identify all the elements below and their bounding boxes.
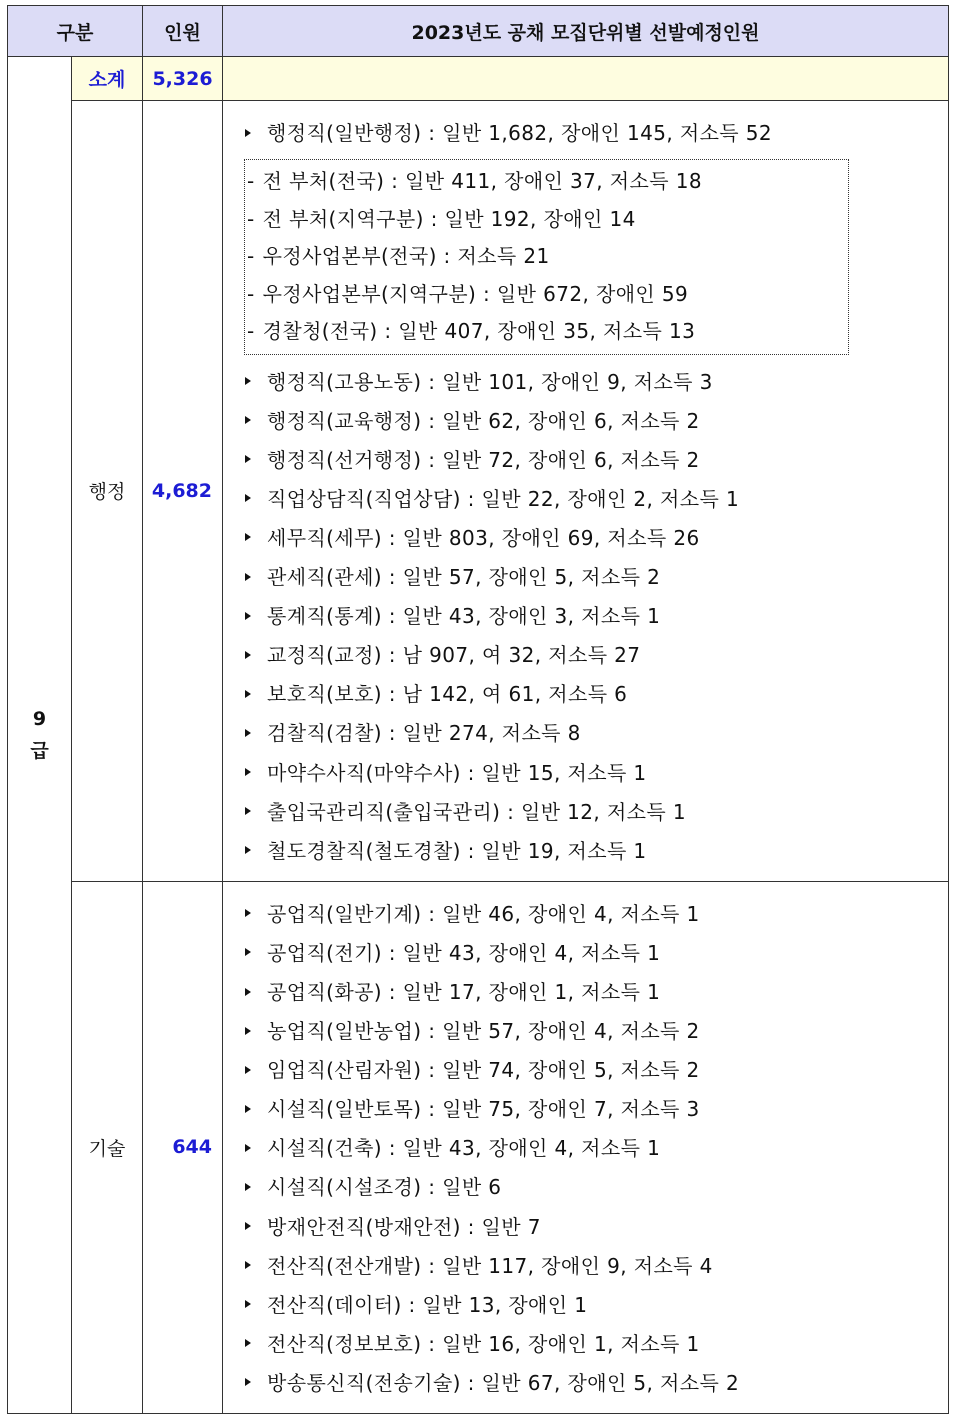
bullet-icon [245, 988, 251, 996]
bullet-icon [245, 1300, 251, 1308]
list-item-text: 공업직(화공) : 일반 17, 장애인 1, 저소득 1 [267, 980, 661, 1004]
list-item-text: 전산직(전산개발) : 일반 117, 장애인 9, 저소득 4 [267, 1253, 713, 1278]
list-item [245, 1090, 948, 1129]
list-item [245, 1208, 948, 1247]
list-item-text: 통계직(통계) : 일반 43, 장애인 3, 저소득 1 [267, 604, 661, 629]
list-item-text: 검찰직(검찰) : 일반 274, 저소득 8 [267, 721, 581, 746]
list-item-text: 방재안전직(방재안전) : 일반 7 [267, 1214, 541, 1239]
sub-list-item [247, 238, 848, 276]
list-item-text: 시설직(시설조경) : 일반 6 [267, 1175, 502, 1200]
bullet-icon [245, 651, 251, 659]
header-count: 인원 [143, 6, 223, 57]
bullet-icon [245, 909, 251, 917]
list-item-text: 전 부처(지역구분) : 일반 192, 장애인 14 [262, 206, 636, 231]
bullet-icon [245, 494, 251, 502]
bullet-icon [245, 1261, 251, 1269]
list-item-text: 직업상담직(직업상담) : 일반 22, 장애인 2, 저소득 1 [267, 486, 740, 511]
list-item [245, 1364, 948, 1403]
list-item [245, 363, 948, 402]
grade-label: 9 급 [30, 708, 49, 763]
list-item-text: 행정직(고용노동) : 일반 101, 장애인 9, 저소득 3 [267, 369, 713, 394]
subtotal-label: 소계 [72, 57, 143, 101]
list-item [245, 441, 948, 480]
list-item-text: 세무직(세무) : 일반 803, 장애인 69, 저소득 26 [267, 525, 700, 550]
list-item-text: 공업직(일반기계) : 일반 46, 장애인 4, 저소득 1 [267, 901, 700, 926]
bullet-icon [245, 129, 251, 137]
list-item [245, 895, 948, 934]
admin-row [8, 101, 949, 882]
tech-count: 644 [143, 881, 223, 1413]
admin-sub-box [244, 159, 849, 355]
subtotal-detail [223, 57, 949, 101]
bullet-icon [245, 948, 251, 956]
list-item-text: 출입국관리직(출입국관리) : 일반 12, 저소득 1 [267, 799, 686, 824]
bullet-icon [245, 573, 251, 581]
list-item [245, 1168, 948, 1207]
sub-list-item [247, 201, 848, 239]
list-item [245, 1247, 948, 1286]
list-item-text: 교정직(교정) : 남 907, 여 32, 저소득 27 [267, 643, 641, 668]
recruitment-table [7, 5, 949, 1414]
dash-marker: - [247, 319, 255, 344]
list-item-text: 철도경찰직(철도경찰) : 일반 19, 저소득 1 [267, 838, 647, 863]
subtotal-count: 5,326 [143, 57, 223, 101]
bullet-icon [245, 768, 251, 776]
header-row [8, 6, 949, 57]
bullet-icon [245, 846, 251, 854]
list-item [245, 675, 948, 714]
bullet-icon [245, 533, 251, 541]
list-item-text: 행정직(일반행정) : 일반 1,682, 장애인 145, 저소득 52 [267, 121, 773, 145]
sub-list-item [247, 313, 848, 351]
list-item [245, 402, 948, 441]
list-item [245, 1325, 948, 1364]
tech-list [223, 881, 949, 1413]
sub-list-item [247, 276, 848, 314]
list-item-text: 시설직(일반토목) : 일반 75, 장애인 7, 저소득 3 [267, 1097, 700, 1122]
bullet-icon [245, 612, 251, 620]
sub-list-item [247, 163, 848, 201]
admin-list [223, 101, 949, 882]
bullet-icon [245, 455, 251, 463]
tech-list-block [223, 882, 948, 1413]
list-item [245, 754, 948, 793]
list-item [245, 1012, 948, 1051]
list-item [245, 558, 948, 597]
list-item [245, 597, 948, 636]
list-item [245, 793, 948, 832]
header-category: 구분 [8, 6, 143, 57]
list-item [245, 1286, 948, 1325]
tech-label: 기술 [72, 881, 143, 1413]
bullet-icon [245, 377, 251, 385]
bullet-icon [245, 729, 251, 737]
list-item-text: 우정사업본부(전국) : 저소득 21 [262, 244, 550, 269]
bullet-icon [245, 1183, 251, 1191]
admin-label: 행정 [72, 101, 143, 882]
list-item [245, 934, 948, 973]
bullet-icon [245, 807, 251, 815]
list-item [245, 714, 948, 753]
list-item-text: 보호직(보호) : 남 142, 여 61, 저소득 6 [267, 682, 628, 707]
list-item-text: 마약수사직(마약수사) : 일반 15, 저소득 1 [267, 760, 647, 785]
list-item-text: 경찰청(전국) : 일반 407, 장애인 35, 저소득 13 [262, 319, 696, 344]
dash-marker: - [247, 281, 255, 306]
list-item-text: 시설직(건축) : 일반 43, 장애인 4, 저소득 1 [267, 1136, 661, 1161]
list-item [245, 973, 948, 1012]
bullet-icon [245, 1378, 251, 1386]
list-item [245, 636, 948, 675]
admin-count: 4,682 [143, 101, 223, 882]
list-item-text: 방송통신직(전송기술) : 일반 67, 장애인 5, 저소득 2 [267, 1370, 740, 1395]
dash-marker: - [247, 169, 255, 194]
list-item [245, 1129, 948, 1168]
list-item-text: 전산직(데이터) : 일반 13, 장애인 1 [267, 1292, 588, 1317]
list-item [245, 480, 948, 519]
list-item-text: 관세직(관세) : 일반 57, 장애인 5, 저소득 2 [267, 565, 661, 590]
list-item-text: 농업직(일반농업) : 일반 57, 장애인 4, 저소득 2 [267, 1019, 700, 1044]
list-item-text: 행정직(선거행정) : 일반 72, 장애인 6, 저소득 2 [267, 447, 700, 472]
bullet-icon [245, 690, 251, 698]
subtotal-row [8, 57, 949, 101]
list-item-text: 임업직(산림자원) : 일반 74, 장애인 5, 저소득 2 [267, 1058, 700, 1083]
admin-list-block [223, 101, 948, 881]
list-item-text: 우정사업본부(지역구분) : 일반 672, 장애인 59 [262, 281, 689, 306]
bullet-icon [245, 1222, 251, 1230]
list-item [245, 114, 948, 153]
dash-marker: - [247, 244, 255, 269]
dash-marker: - [247, 206, 255, 231]
bullet-icon [245, 1027, 251, 1035]
list-item-text: 전 부처(전국) : 일반 411, 장애인 37, 저소득 18 [262, 169, 702, 194]
bullet-icon [245, 1105, 251, 1113]
bullet-icon [245, 1066, 251, 1074]
bullet-icon [245, 1144, 251, 1152]
list-item [245, 1051, 948, 1090]
list-item-text: 행정직(교육행정) : 일반 62, 장애인 6, 저소득 2 [267, 408, 700, 433]
admin-items [245, 363, 948, 871]
list-item-text: 전산직(정보보호) : 일반 16, 장애인 1, 저소득 1 [267, 1331, 700, 1356]
bullet-icon [245, 416, 251, 424]
header-detail: 2023년도 공채 모집단위별 선발예정인원 [223, 6, 949, 57]
grade-cell [8, 57, 72, 1414]
tech-row [8, 881, 949, 1413]
bullet-icon [245, 1339, 251, 1347]
list-item [245, 832, 948, 871]
list-item-text: 공업직(전기) : 일반 43, 장애인 4, 저소득 1 [267, 940, 661, 965]
list-item [245, 519, 948, 558]
